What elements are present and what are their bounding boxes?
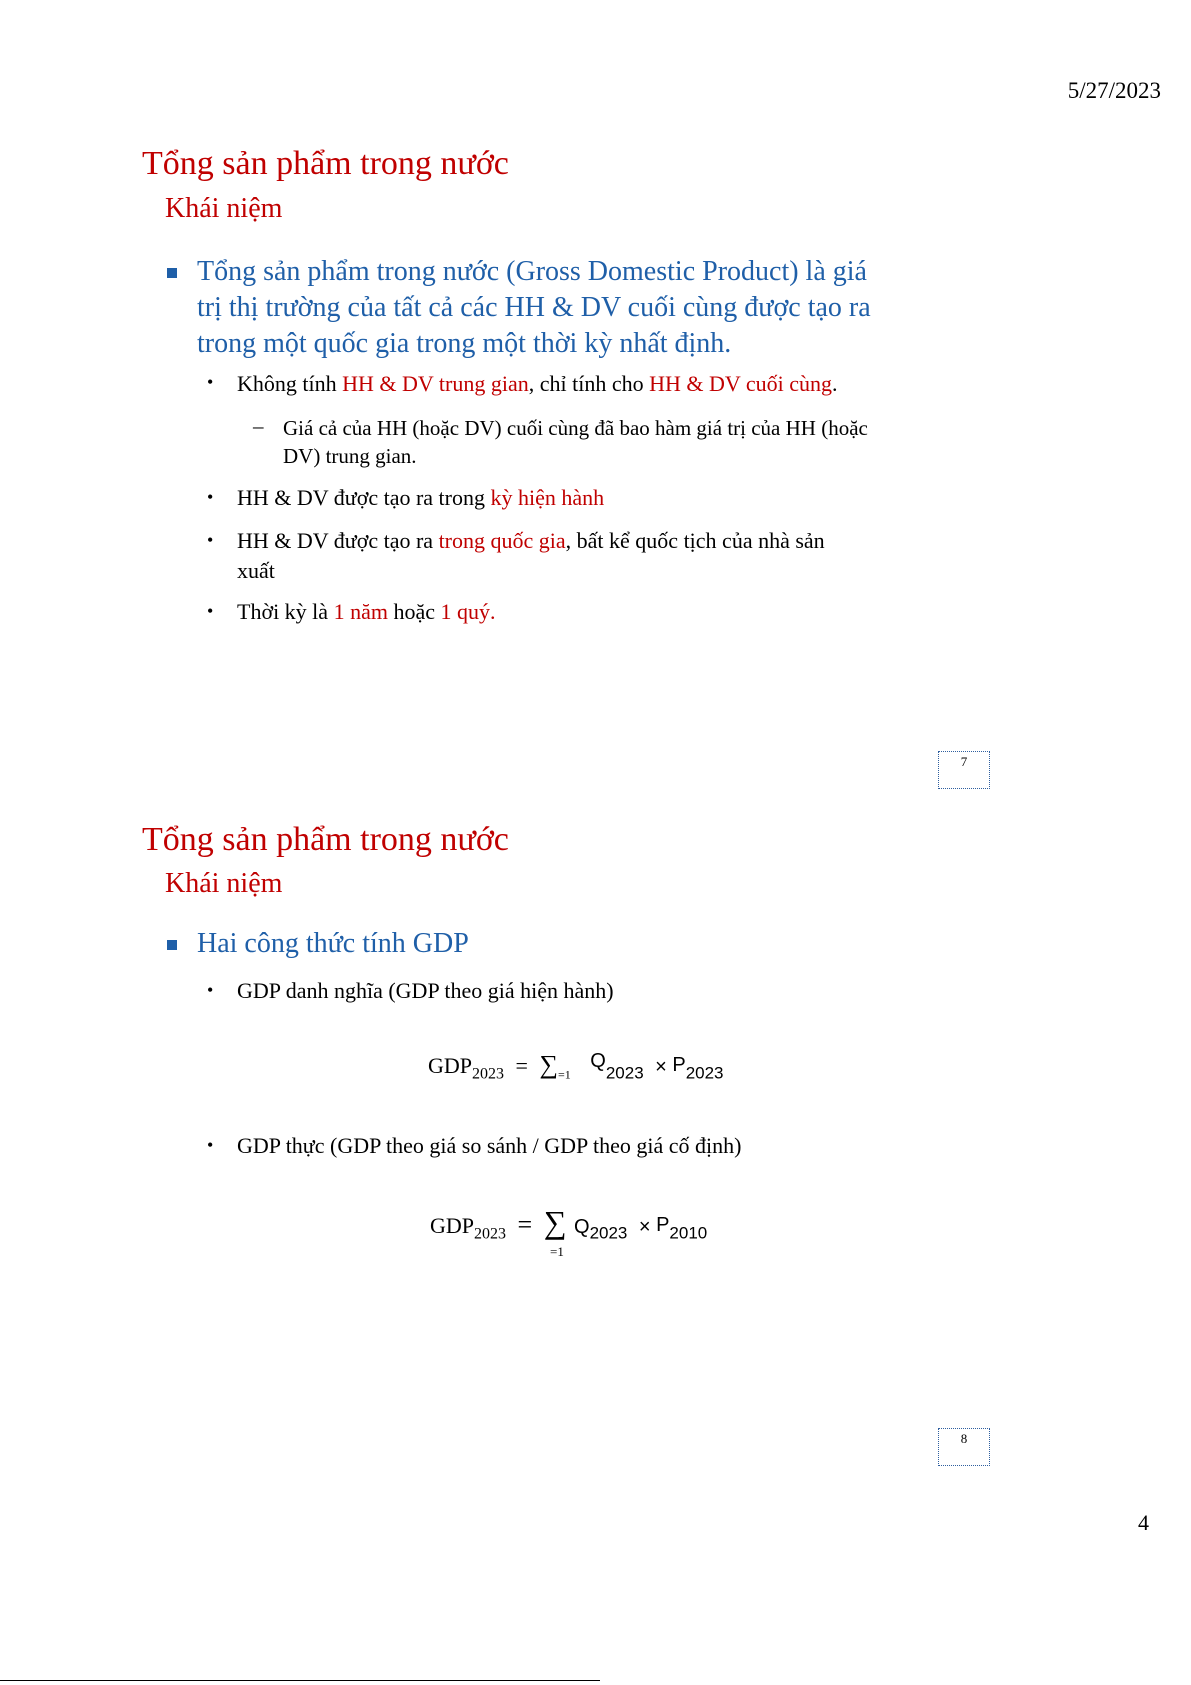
bullet-dot-icon: • (207, 980, 214, 1000)
slide1-point-domestic: HH & DV được tạo ra trong quốc gia, bất kể quốc tịch của nhà sản xuất (237, 528, 825, 583)
bullet-dot-icon: • (207, 372, 214, 392)
slide2-bullet-formulas: Hai công thức tính GDP (197, 928, 469, 959)
slide2-real-gdp: GDP thực (GDP theo giá so sánh / GDP theo giá cố định) (237, 1133, 742, 1158)
square-bullet-icon (167, 268, 177, 278)
bullet-dot-icon: • (207, 487, 214, 507)
dash-bullet-icon: – (253, 414, 264, 438)
slide1-title: Tổng sản phẩm trong nước (142, 145, 509, 182)
page-number: 4 (1138, 1510, 1149, 1535)
slide1-subtitle: Khái niệm (165, 193, 283, 224)
bullet-dot-icon: • (207, 530, 214, 550)
slide2-subtitle: Khái niệm (165, 868, 283, 899)
slide2-title: Tổng sản phẩm trong nước (142, 821, 509, 858)
square-bullet-icon (167, 940, 177, 950)
bullet-dot-icon: • (207, 1135, 214, 1155)
slide1-point-period: HH & DV được tạo ra trong kỳ hiện hành (237, 485, 605, 510)
slide1-subpoint-price: Giá cả của HH (hoặc DV) cuối cùng đã bao hàm giá trị của HH (hoặc DV) trung gian. (283, 416, 868, 468)
formula-real-gdp-sigma-index: =1 (550, 1244, 564, 1259)
slide2-page-number: 8 (938, 1428, 990, 1466)
formula-nominal-gdp: $GDP_{2023} = \sum_{=1}$ $Q_{2023} \times P_{2023}$ (428, 1050, 724, 1083)
slide1-point-intermediate: Không tính HH & DV trung gian, chỉ tính cho HH & DV cuối cùng. (237, 371, 838, 396)
slide2-nominal-gdp: GDP danh nghĩa (GDP theo giá hiện hành) (237, 978, 614, 1003)
slide1-page-number: 7 (938, 751, 990, 789)
footer-rule (0, 1680, 600, 1681)
formula-real-gdp: $GDP_{2023}$ = ∑ $Q_{2023} \times P_{2010}$ (430, 1204, 708, 1243)
bullet-dot-icon: • (207, 601, 214, 621)
slide1-definition: Tổng sản phẩm trong nước (Gross Domestic Product) là giá trị thị trường của tất cả các HH & DV cuối cùng được tạo ra trong một quốc gia trong một thời kỳ nhất định. (197, 256, 871, 359)
header-date: 5/27/2023 (1067, 78, 1161, 103)
slide1-point-duration: Thời kỳ là 1 năm hoặc 1 quý. (237, 599, 496, 624)
